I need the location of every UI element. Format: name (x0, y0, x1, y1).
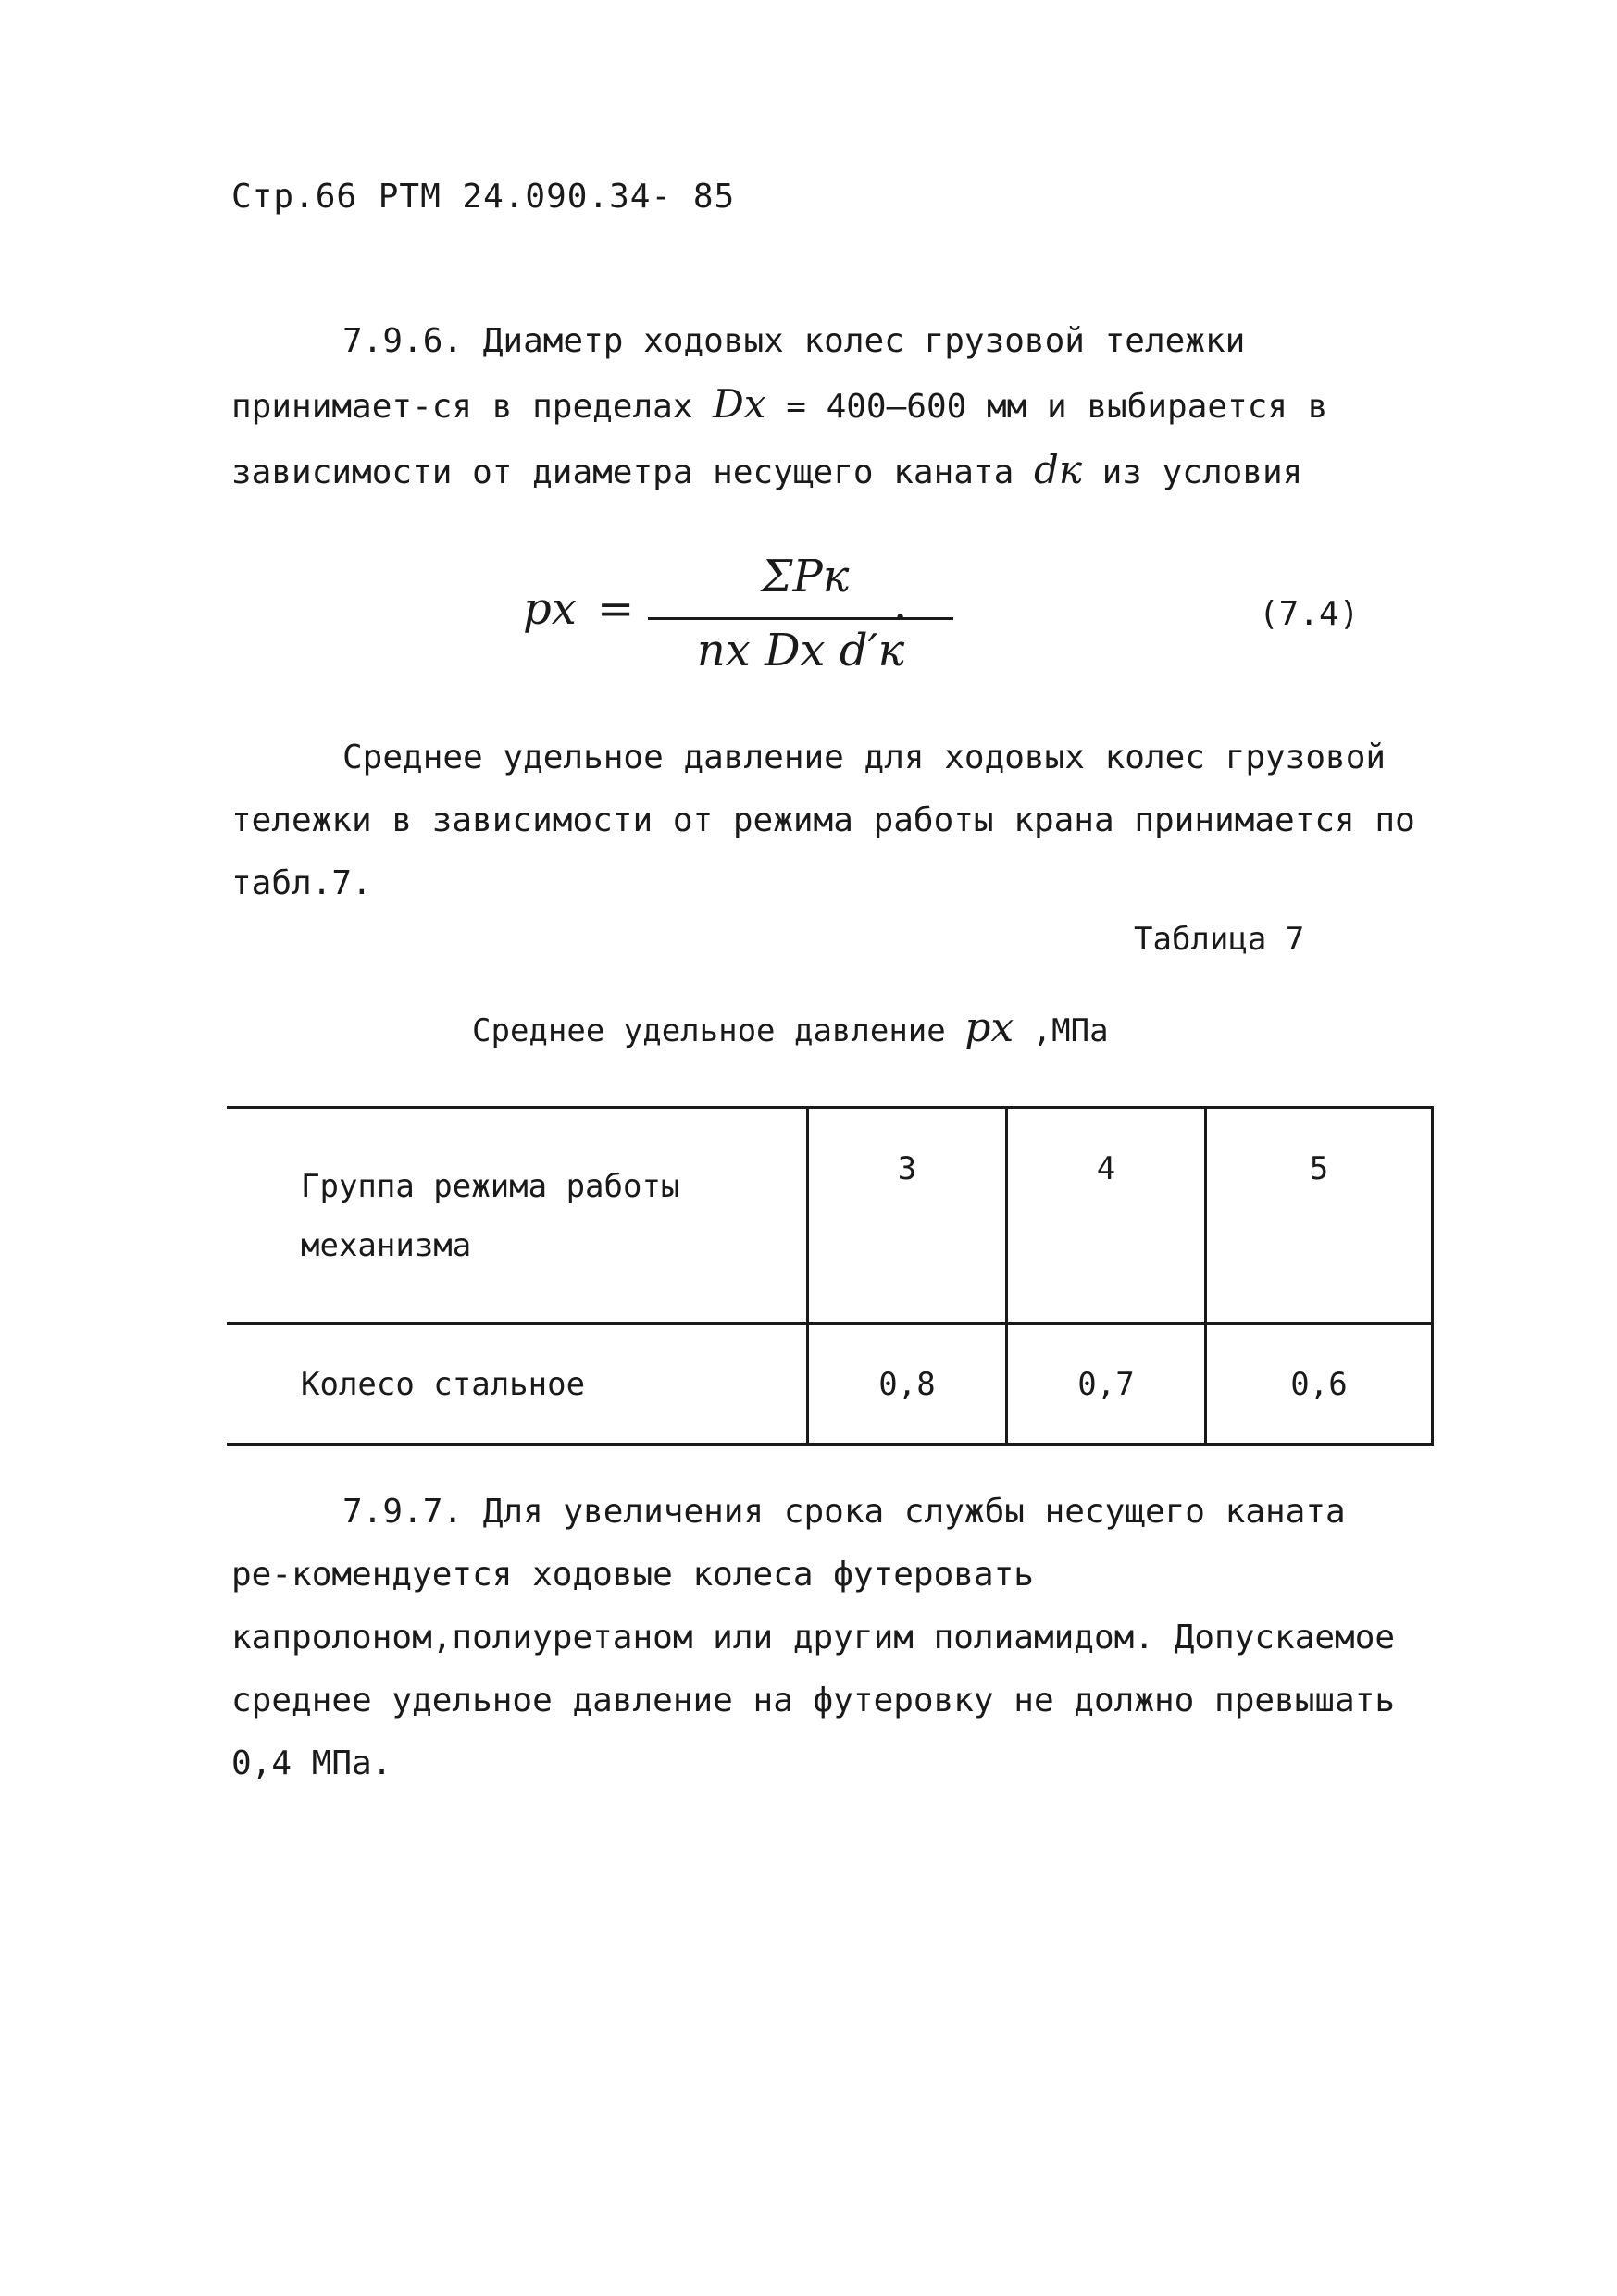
formula-dot: . (893, 578, 908, 630)
formula-number: (7.4) (1259, 595, 1360, 633)
paragraph-text: 7.9.6. Диаметр ходовых колес грузовой тележки принимает-ся в пределах (231, 322, 1246, 426)
header-cell-4: 4 (1007, 1108, 1206, 1324)
header-cell-3: 3 (808, 1108, 1007, 1324)
fraction-bar (648, 617, 953, 620)
row-cell-name: Колесо стальное (227, 1324, 808, 1445)
header-cell-name: Группа режима работы механизма (227, 1108, 808, 1324)
row-cell-value: 0,8 (808, 1324, 1007, 1445)
paragraph-7-9-7 (231, 1481, 1425, 1795)
table-label: Таблица 7 (1134, 921, 1305, 958)
symbol-px: pх (964, 1004, 1014, 1051)
formula-equals: = (597, 583, 635, 635)
formula-denominator: nх Dх d′к (696, 625, 905, 676)
paragraph-text: 7.9.7. Для увеличения срока службы несущего каната ре-комендуется ходовые колеса футеровать капролоном,полиуретаном или другим полиамидом. Допускаемое среднее удельное давление на футеровку не должно превышать 0,4 МПа. (231, 1493, 1396, 1782)
formula-numerator: ΣPк (761, 551, 850, 602)
row-cell-value: 0,6 (1206, 1324, 1433, 1445)
table-caption (472, 1004, 1109, 1051)
formula-7-4 (523, 551, 1360, 689)
pressure-table (227, 1106, 1434, 1446)
formula-lhs: pх (523, 583, 577, 635)
symbol-dk: dк (1033, 447, 1082, 492)
table-row (227, 1324, 1433, 1445)
paragraph-text: = 400–600 мм и выбирается в зависимости от диаметра несущего каната (231, 388, 1328, 491)
header-cell-5: 5 (1206, 1108, 1433, 1324)
caption-text: Среднее удельное давление (472, 1012, 965, 1049)
paragraph-pressure (231, 726, 1425, 915)
paragraph-text: Среднее удельное давление для ходовых колес грузовой тележки в зависимости от режима работы крана принимается по табл.7. (231, 738, 1415, 902)
row-cell-value: 0,7 (1007, 1324, 1206, 1445)
caption-unit: ,МПа (1014, 1012, 1109, 1049)
symbol-dx: Dх (713, 381, 766, 427)
paragraph-text: из условия (1081, 453, 1303, 491)
table-header-row (227, 1108, 1433, 1324)
page-header: Стр.66 РТМ 24.090.34- 85 (231, 178, 736, 216)
paragraph-7-9-6 (231, 310, 1425, 504)
